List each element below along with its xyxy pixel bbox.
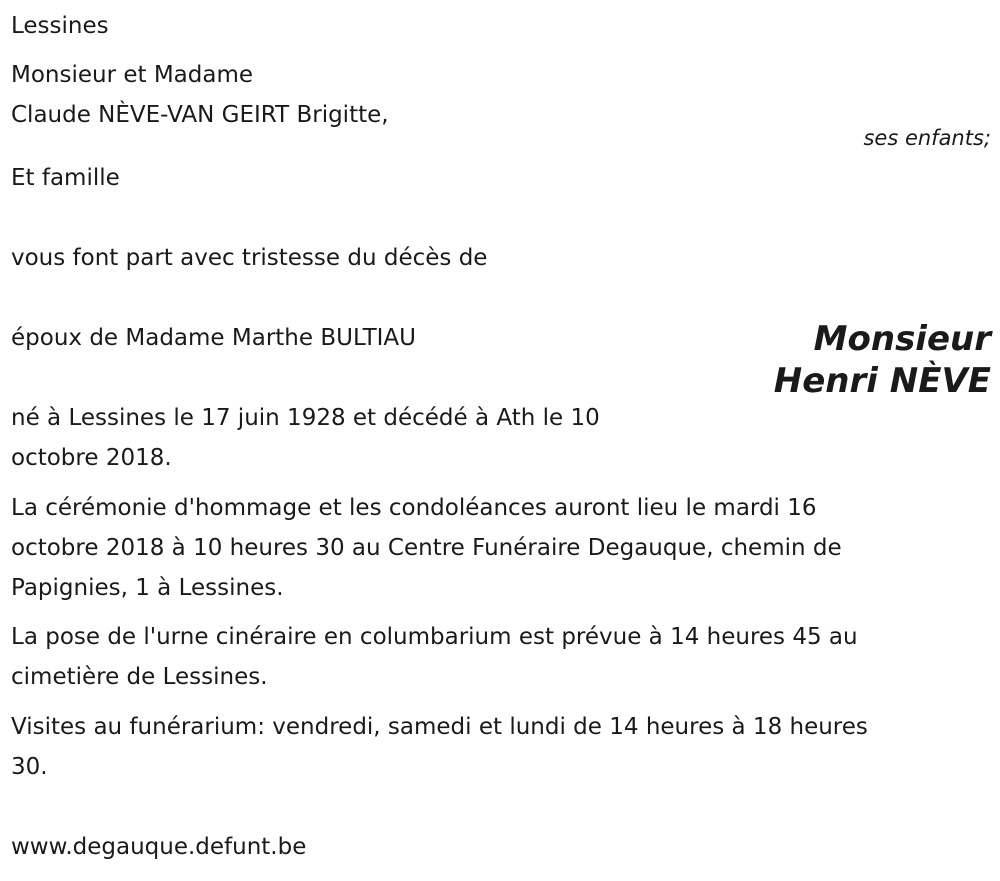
ceremony-line-1: La cérémonie d'hommage et les condoléances auront lieu le mardi 16 [11,495,817,521]
ceremony-block [11,488,991,608]
family-line-1: Monsieur et Madame [11,62,254,88]
spouse-text: époux de Madame Marthe BULTIAU [11,325,416,351]
notice-city: Lessines [11,13,109,39]
urn-line-1: La pose de l'urne cinéraire en columbarium est prévue à 14 heures 45 au [11,624,858,650]
family-line-2: Claude NÈVE-VAN GEIRT Brigitte, [11,102,389,128]
urn-block [11,617,991,697]
deceased-name-block [774,318,991,402]
relation-label: ses enfants; [863,126,991,150]
website-link[interactable]: www.degauque.defunt.be [11,834,307,860]
urn-line-2: cimetière de Lessines. [11,664,268,690]
birth-death-block [11,398,991,478]
birth-death-line-2: octobre 2018. [11,445,172,471]
ceremony-line-2: octobre 2018 à 10 heures 30 au Centre Funéraire Degauque, chemin de [11,535,842,561]
visits-block [11,707,991,787]
birth-death-line-1: né à Lessines le 17 juin 1928 et décédé à Ath le 10 [11,405,600,431]
ceremony-line-3: Papignies, 1 à Lessines. [11,575,284,601]
deceased-name: Henri NÈVE [773,361,991,401]
deceased-title: Monsieur [813,319,991,359]
visits-line-1: Visites au funérarium: vendredi, samedi et lundi de 14 heures à 18 heures [11,714,868,740]
visits-line-2: 30. [11,754,48,780]
family-block [11,55,991,135]
announcement-text: vous font part avec tristesse du décès de [11,245,488,271]
family-others: Et famille [11,165,120,191]
